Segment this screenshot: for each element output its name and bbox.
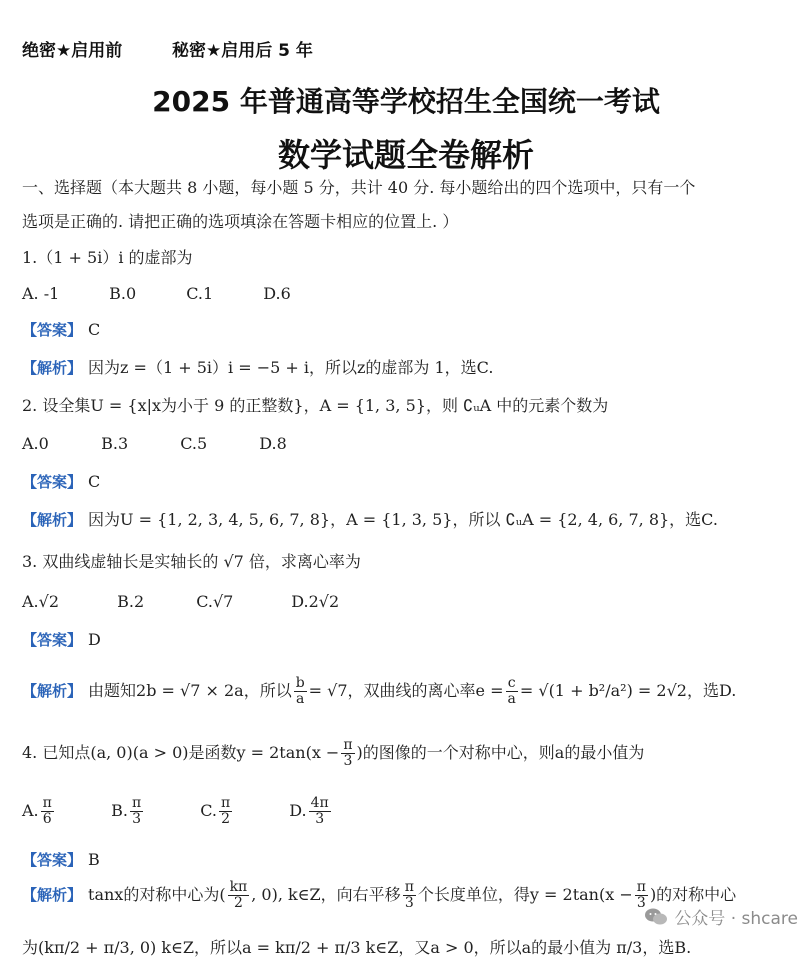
section-instructions-line2: 选项是正确的. 请把正确的选项填涂在答题卡相应的位置上. ）	[22, 212, 459, 231]
watermark	[644, 904, 798, 929]
question-4-stem	[22, 738, 644, 769]
analysis-label: 【解析】	[22, 511, 83, 529]
question-4-analysis	[22, 880, 736, 911]
page-title: 2025 年普通高等学校招生全国统一考试	[152, 85, 660, 118]
option-c: C.5	[180, 434, 208, 453]
option-d: D.6	[263, 284, 291, 303]
fraction-b-over-a: $\frac{b}{a}$	[295, 675, 305, 707]
analysis-text-2: = √7，双曲线的离心率e =	[308, 681, 504, 700]
question-3-stem: 3. 双曲线虚轴长是实轴长的 √7 倍，求离心率为	[22, 552, 361, 571]
fraction-c-over-a: $\frac{c}{a}$	[507, 675, 516, 707]
option-a: A.0	[22, 434, 49, 453]
fraction-pi-over-3-b: $\frac{\pi}{3}$	[636, 879, 646, 911]
option-a: A. $\frac{\pi}{6}$	[22, 795, 52, 827]
option-b: B.2	[117, 592, 145, 611]
analysis-text: 因为U = {1, 2, 3, 4, 5, 6, 7, 8}，A = {1, 3, 5}，所以 ∁ᵤA = {2, 4, 6, 7, 8}，选C.	[88, 510, 718, 529]
answer-label: 【答案】	[22, 851, 83, 869]
analysis-text-3: = √(1 + b²/a²) = 2√2，选D.	[519, 681, 737, 700]
answer-value: B	[88, 850, 100, 869]
secret-label-left: 绝密★启用前	[22, 41, 123, 61]
answer-label: 【答案】	[22, 631, 83, 649]
secret-label-right: 秘密★启用后 5 年	[172, 41, 313, 61]
analysis-label: 【解析】	[22, 886, 83, 904]
option-c: C.1	[186, 284, 214, 303]
section-instructions-line1: 一、选择题（本大题共 8 小题，每小题 5 分，共计 40 分. 每小题给出的四个选项中，只有一个	[22, 178, 696, 197]
option-b: B.0	[109, 284, 137, 303]
option-c: C.√7	[196, 592, 234, 611]
analysis-text-1: 由题知2b = √7 × 2a，所以	[88, 681, 292, 700]
analysis-label: 【解析】	[22, 359, 83, 377]
question-2-analysis	[22, 510, 718, 530]
question-2-stem: 2. 设全集U = {x|x为小于 9 的正整数}，A = {1, 3, 5}，则 ∁ᵤA 中的元素个数为	[22, 396, 609, 415]
analysis-text-3: 个长度单位，得y = 2tan(x −	[417, 885, 633, 904]
wechat-icon	[644, 907, 668, 927]
option-a: A. -1	[22, 284, 60, 303]
fraction-pi-over-3: $\frac{\pi}{3}$	[404, 879, 414, 911]
analysis-text-1: tanx的对称中心为(	[88, 885, 226, 904]
page-subtitle: 数学试题全卷解析	[277, 136, 534, 174]
analysis-text: 因为z =（1 + 5i）i = −5 + i，所以z的虚部为 1，选C.	[88, 358, 494, 377]
stem-text-2: )的图像的一个对称中心，则a的最小值为	[356, 743, 645, 762]
question-3-options	[22, 592, 339, 612]
question-2-options	[22, 434, 287, 454]
watermark-text: 公众号 · shcare	[674, 909, 798, 929]
option-b: B.3	[101, 434, 129, 453]
option-b: B. $\frac{\pi}{3}$	[111, 795, 142, 827]
option-d: D. $\frac{4\pi}{3}$	[289, 795, 329, 827]
analysis-text-2: , 0), k∈Z，向右平移	[251, 885, 401, 904]
question-1-stem: 1.（1 + 5i）i 的虚部为	[22, 248, 193, 267]
analysis-label: 【解析】	[22, 682, 83, 700]
question-1-analysis	[22, 358, 493, 378]
answer-value: C	[88, 320, 101, 339]
question-1-answer	[22, 320, 100, 340]
option-d: D.2√2	[291, 592, 340, 611]
answer-label: 【答案】	[22, 473, 83, 491]
question-4-answer	[22, 850, 100, 870]
answer-value: D	[88, 630, 101, 649]
option-d: D.8	[259, 434, 287, 453]
question-3-analysis	[22, 676, 736, 707]
answer-value: C	[88, 472, 101, 491]
answer-label: 【答案】	[22, 321, 83, 339]
option-c: C. $\frac{\pi}{2}$	[200, 795, 231, 827]
question-2-answer	[22, 472, 100, 492]
fraction-pi-over-3: $\frac{\pi}{3}$	[343, 737, 353, 769]
option-a: A.√2	[22, 592, 60, 611]
stem-text-1: 4. 已知点(a, 0)(a > 0)是函数y = 2tan(x −	[22, 743, 340, 762]
question-4-options	[22, 794, 333, 828]
fraction-kpi-over-2: $\frac{k\pi}{2}$	[229, 879, 248, 911]
question-4-analysis-continued: 为(kπ/2 + π/3, 0) k∈Z，所以a = kπ/2 + π/3 k∈Z，又a > 0，所以a的最小值为 π/3，选B.	[22, 938, 692, 957]
question-3-answer	[22, 630, 101, 650]
question-1-options	[22, 284, 291, 304]
analysis-text-4: )的对称中心	[649, 885, 737, 904]
